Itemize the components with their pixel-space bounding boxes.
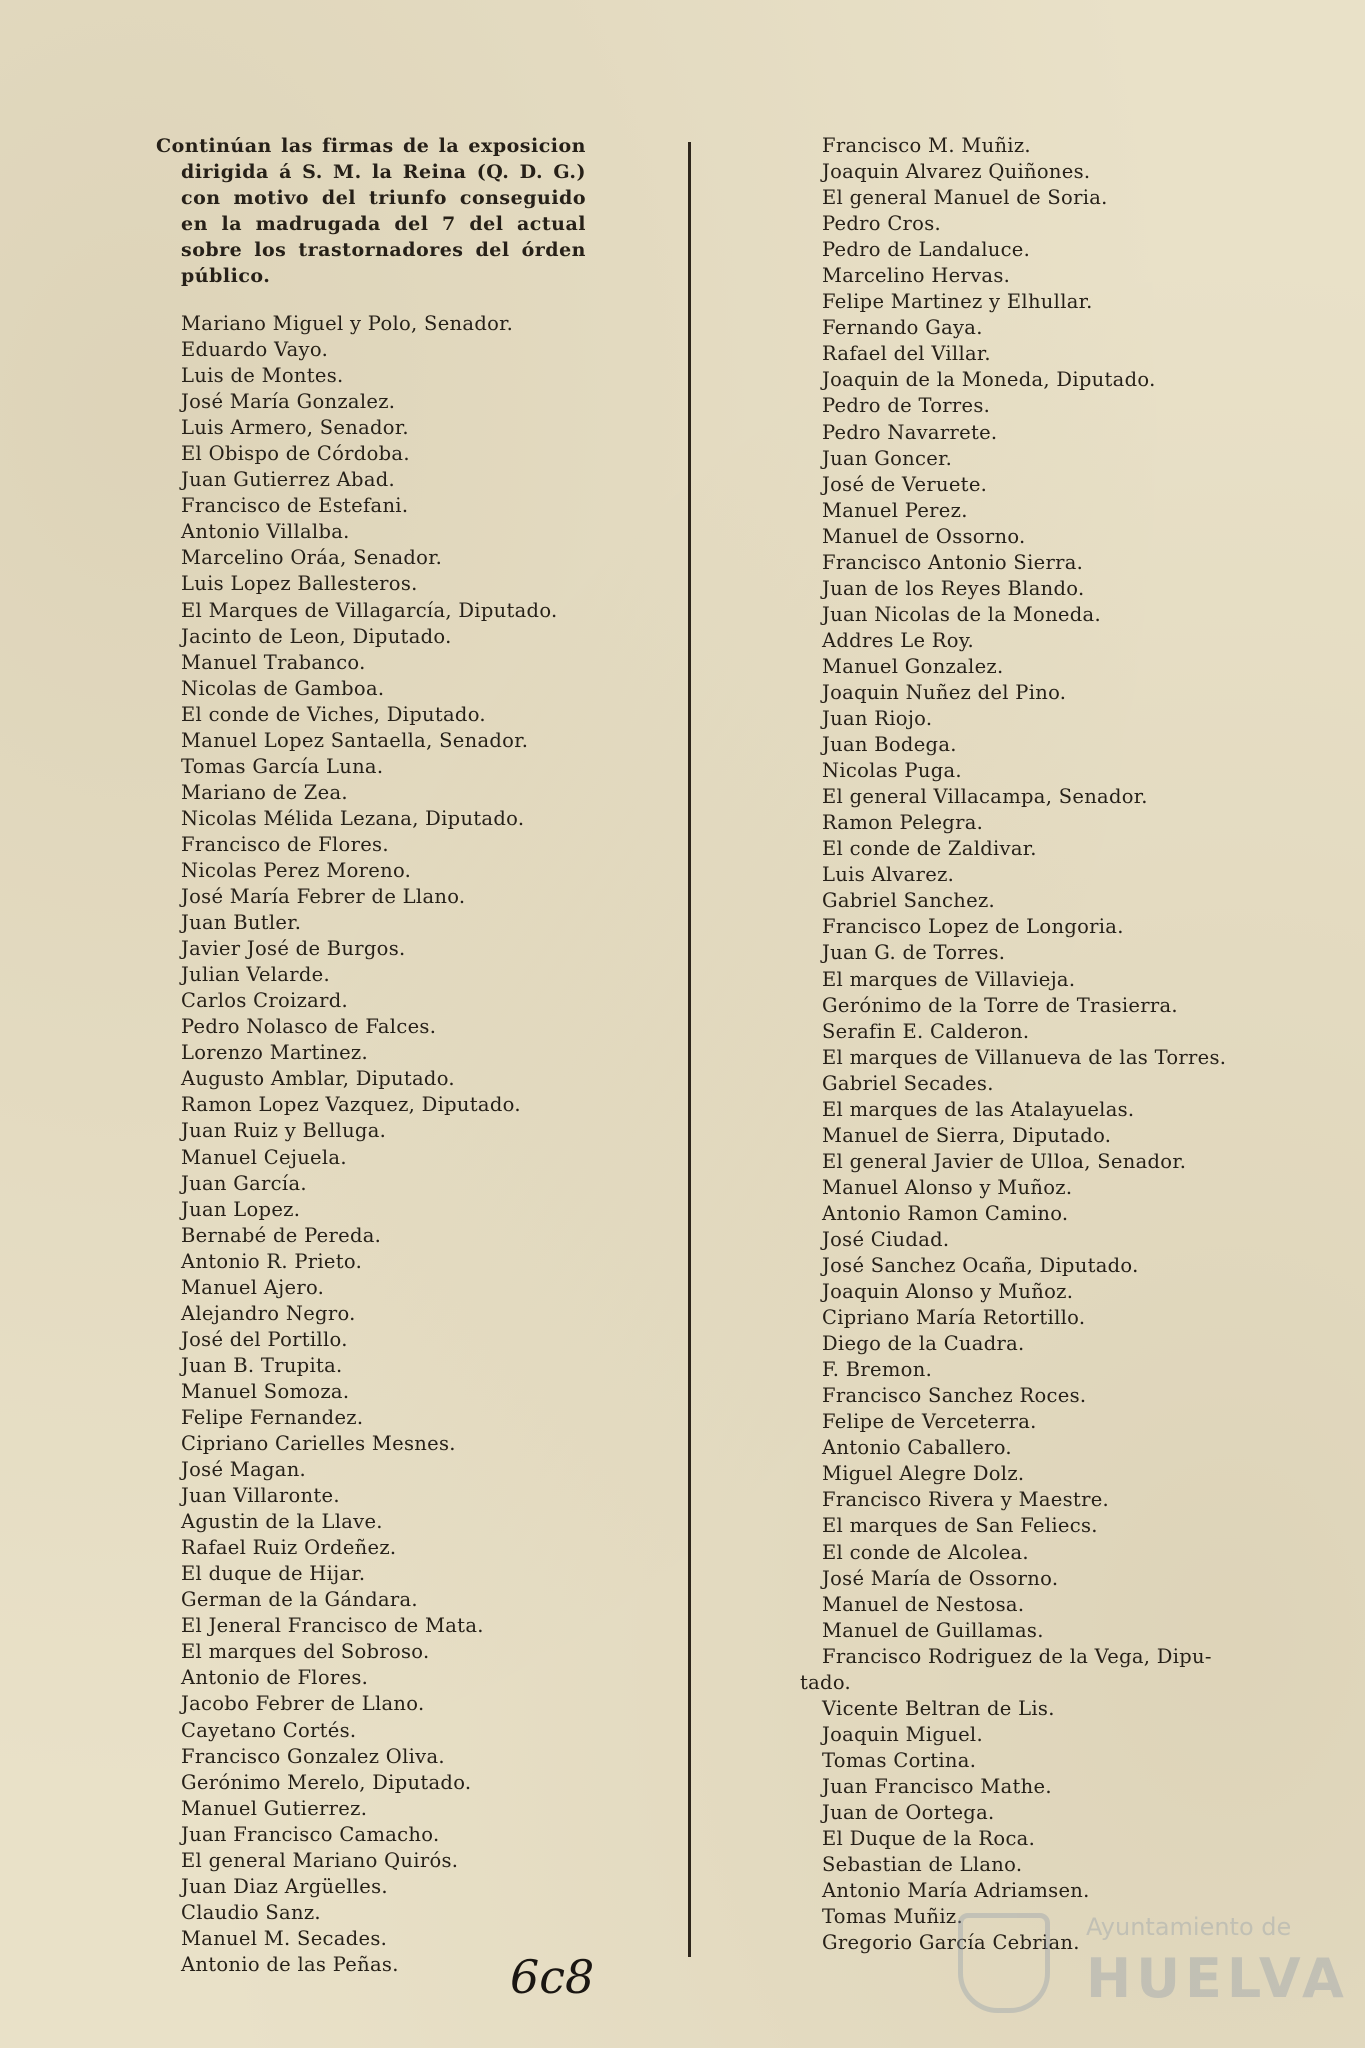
signatory-name: Tomas García Luna. (181, 754, 384, 778)
signatory-name: El conde de Alcolea. (822, 1540, 1029, 1564)
signatory-name: Tomas Cortina. (822, 1748, 977, 1772)
signatory-name: El general Villacampa, Senador. (822, 785, 1148, 809)
signatory-name: Juan Riojo. (822, 707, 933, 731)
signatory-name: El marques del Sobroso. (181, 1640, 430, 1664)
signatory-name: Augusto Amblar, Diputado. (181, 1067, 455, 1091)
signatory-name: Francisco M. Muñiz. (822, 134, 1031, 157)
signatory-name: Manuel Somoza. (181, 1379, 350, 1403)
signatory-name: Marcelino Oráa, Senador. (181, 546, 443, 570)
signatory-name: Felipe de Verceterra. (822, 1410, 1037, 1434)
signatory-name: Addres Le Roy. (822, 628, 975, 652)
signatory-name: Antonio de las Peñas. (181, 1952, 399, 1976)
signatory-name: Manuel Cejuela. (181, 1145, 347, 1169)
signatory-name: Manuel Perez. (822, 498, 968, 522)
signatory-name: José María de Ossorno. (822, 1566, 1059, 1590)
signatory-name: Cayetano Cortés. (181, 1718, 357, 1742)
right-signature-list (800, 133, 1292, 1956)
signatory-name: Antonio Ramon Camino. (822, 1201, 1069, 1225)
signatory-name: Manuel Gutierrez. (181, 1796, 368, 1820)
signatory-name: Antonio María Adriamsen. (822, 1879, 1090, 1903)
signatory-name: El general Mariano Quirós. (181, 1848, 459, 1872)
signatory-name: Juan de los Reyes Blando. (822, 576, 1085, 600)
signatory-name: Marcelino Hervas. (822, 264, 1011, 288)
signatory-name: Joaquin Alvarez Quiñones. (822, 160, 1091, 184)
left-signature-list (156, 311, 586, 1978)
signatory-name: El Duque de la Roca. (822, 1827, 1036, 1851)
signatory-name: Francisco de Flores. (181, 832, 389, 856)
signatory-name: Felipe Fernandez. (181, 1405, 364, 1429)
signatory-name: Sebastian de Llano. (822, 1853, 1023, 1877)
signatory-name: Felipe Martinez y Elhullar. (822, 290, 1093, 314)
signatory-name: Javier José de Burgos. (181, 937, 406, 961)
signatory-name: Agustin de la Llave. (181, 1510, 383, 1534)
signatory-name: Serafin E. Calderon. (822, 1019, 1030, 1043)
signatory-name: Juan Francisco Camacho. (181, 1822, 440, 1846)
signatory-name: José María Febrer de Llano. (181, 885, 466, 909)
signatory-name: Lorenzo Martinez. (181, 1041, 368, 1065)
signatory-name: Juan Goncer. (822, 446, 953, 470)
signatory-name: Manuel de Ossorno. (822, 524, 1026, 548)
signatory-name: Claudio Sanz. (181, 1900, 321, 1924)
signatory-name: Nicolas Perez Moreno. (181, 858, 412, 882)
signatory-name: Juan de Oortega. (822, 1801, 995, 1824)
signatory-name: Pedro de Landaluce. (822, 238, 1031, 262)
signatory-name: Antonio de Flores. (181, 1666, 369, 1690)
signatory-name: El marques de Villanueva de las Torres. (822, 1045, 1227, 1069)
signatory-name: Pedro de Torres. (822, 394, 991, 418)
signatory-name: Juan Ruiz y Belluga. (181, 1119, 387, 1143)
signatory-name: El Marques de Villagarcía, Diputado. (181, 598, 558, 622)
signatory-name: El conde de Zaldivar. (822, 837, 1037, 861)
signatory-name: Francisco Lopez de Longoria. (822, 915, 1124, 939)
signatory-name: Manuel de Guillamas. (822, 1618, 1044, 1642)
signatory-name: Ramon Pelegra. (822, 811, 984, 835)
signatory-name: Miguel Alegre Dolz. (822, 1462, 1025, 1486)
signatory-name: F. Bremon. (822, 1358, 933, 1382)
signatory-name: Pedro Nolasco de Falces. (181, 1015, 437, 1039)
signatory-name: Joaquin Miguel. (822, 1722, 983, 1746)
signatory-name: Joaquin Alonso y Muñoz. (822, 1280, 1074, 1304)
signatory-name: Nicolas Puga. (822, 759, 962, 783)
signatory-name: Gerónimo de la Torre de Trasierra. (822, 993, 1178, 1017)
signatory-name: Francisco Gonzalez Oliva. (181, 1744, 445, 1768)
signatory-name: Juan Gutierrez Abad. (181, 468, 396, 492)
signatory-name: Manuel Alonso y Muñoz. (822, 1175, 1073, 1199)
signatory-name: Joaquin Nuñez del Pino. (822, 680, 1067, 704)
signatory-name: Juan García. (181, 1171, 307, 1195)
watermark-line2: HUELVA (1086, 1947, 1349, 2010)
signatory-name: Tomas Muñiz. (822, 1905, 963, 1929)
signatory-name: Vicente Beltran de Lis. (822, 1696, 1055, 1720)
signatory-name: El marques de Villavieja. (822, 967, 1076, 991)
signatory-name: Nicolas de Gamboa. (181, 676, 385, 700)
signatory-name: Francisco Rodriguez de la Vega, Dipu- (822, 1644, 1212, 1668)
intro-paragraph: Continúan las firmas de la exposicion dirigida á S. M. la Reina (Q. D. G.) con motivo del triunfo conseguido en la madrugada del 7 del actual sobre los trastornadores del órden público. (156, 135, 586, 287)
signatory-name: El marques de San Feliecs. (822, 1514, 1098, 1538)
signatory-name: Antonio Villalba. (181, 520, 350, 544)
signatory-name: Pedro Navarrete. (822, 420, 998, 444)
signatory-name: Juan Butler. (181, 911, 302, 935)
signatory-name: Jacobo Febrer de Llano. (181, 1692, 425, 1716)
signatory-name: El general Manuel de Soria. (822, 186, 1108, 210)
signatory-name: Juan Nicolas de la Moneda. (822, 602, 1101, 626)
signatory-name: Juan Lopez. (181, 1197, 301, 1221)
signatory-name: Julian Velarde. (181, 963, 330, 987)
signatory-name: José María Gonzalez. (181, 390, 396, 414)
signatory-name: Eduardo Vayo. (181, 338, 329, 362)
signatory-name: Manuel de Nestosa. (822, 1592, 1025, 1616)
signatory-name: Juan Bodega. (822, 733, 957, 757)
signatory-name: Rafael Ruiz Ordeñez. (181, 1536, 397, 1560)
signatory-name: Juan Villaronte. (181, 1484, 340, 1508)
signatory-name: Juan Diaz Argüelles. (181, 1874, 388, 1898)
signatory-name: Francisco Antonio Sierra. (822, 550, 1084, 574)
signatory-name: Juan Francisco Mathe. (822, 1774, 1052, 1798)
signatory-name: Cipriano Carielles Mesnes. (181, 1432, 456, 1456)
signatory-name: Francisco de Estefani. (181, 494, 409, 518)
signatory-name: Mariano de Zea. (181, 780, 348, 804)
signatory-name: Alejandro Negro. (181, 1301, 356, 1325)
signatory-name: Manuel M. Secades. (181, 1926, 388, 1950)
watermark-line1: Ayuntamiento de (1086, 1913, 1292, 1941)
archive-watermark (958, 1905, 1349, 2025)
signatory-name: El duque de Hijar. (181, 1562, 366, 1586)
coat-of-arms-icon (958, 1913, 1050, 2013)
signatory-name: Luis de Montes. (181, 364, 344, 388)
signatory-name: tado. (800, 1670, 852, 1694)
signatory-name: Juan G. de Torres. (822, 941, 1006, 965)
signatory-name: José Magan. (181, 1458, 307, 1482)
signatory-name: Joaquin de la Moneda, Diputado. (822, 368, 1156, 392)
signatory-name: José del Portillo. (181, 1327, 348, 1351)
signatory-name: José de Veruete. (822, 472, 988, 496)
signatory-name: Gerónimo Merelo, Diputado. (181, 1770, 472, 1794)
signatory-name: Francisco Rivera y Maestre. (822, 1488, 1110, 1512)
signatory-name: Nicolas Mélida Lezana, Diputado. (181, 806, 525, 830)
signatory-name: El marques de las Atalayuelas. (822, 1097, 1135, 1121)
signatory-name: German de la Gándara. (181, 1588, 418, 1612)
signatory-name: Juan B. Trupita. (181, 1353, 343, 1377)
signatory-name: José Ciudad. (822, 1227, 950, 1251)
signatory-name: Luis Lopez Ballesteros. (181, 572, 418, 596)
right-column (800, 133, 1292, 1956)
column-divider (688, 142, 691, 1957)
signatory-name: Fernando Gaya. (822, 316, 983, 340)
signatory-name: Mariano Miguel y Polo, Senador. (181, 312, 514, 335)
signatory-name: José Sanchez Ocaña, Diputado. (822, 1254, 1139, 1278)
signatory-name: Gabriel Secades. (822, 1071, 994, 1095)
signatory-name: Luis Alvarez. (822, 863, 955, 887)
signatory-name: Francisco Sanchez Roces. (822, 1384, 1087, 1408)
signatory-name: El general Javier de Ulloa, Senador. (822, 1149, 1187, 1173)
signatory-name: Luis Armero, Senador. (181, 416, 409, 440)
signatory-name: Antonio Caballero. (822, 1436, 1012, 1460)
signatory-name: El Obispo de Córdoba. (181, 442, 410, 466)
signatory-name: El conde de Viches, Diputado. (181, 702, 486, 726)
signatory-name: Gregorio García Cebrian. (822, 1931, 1080, 1955)
signatory-name: Manuel Ajero. (181, 1275, 325, 1299)
signatory-name: Rafael del Villar. (822, 342, 991, 366)
signatory-name: Diego de la Cuadra. (822, 1332, 1025, 1356)
signatory-name: El Jeneral Francisco de Mata. (181, 1614, 484, 1638)
signatory-name: Ramon Lopez Vazquez, Diputado. (181, 1093, 521, 1117)
signatory-name: Antonio R. Prieto. (181, 1249, 363, 1273)
signatory-name: Bernabé de Pereda. (181, 1223, 382, 1247)
signatory-name: Carlos Croizard. (181, 989, 348, 1013)
signatory-name: Manuel Trabanco. (181, 650, 366, 674)
signatory-name: Pedro Cros. (822, 212, 942, 236)
signatory-name: Manuel Lopez Santaella, Senador. (181, 728, 529, 752)
signatory-name: Cipriano María Retortillo. (822, 1306, 1086, 1330)
signatory-name: Manuel de Sierra, Diputado. (822, 1123, 1112, 1147)
handwritten-page-number: 6c8 (510, 1950, 595, 2004)
signatory-name: Jacinto de Leon, Diputado. (181, 624, 452, 648)
signatory-name: Gabriel Sanchez. (822, 889, 996, 913)
left-column (156, 133, 586, 1978)
signatory-name: Manuel Gonzalez. (822, 654, 1004, 678)
